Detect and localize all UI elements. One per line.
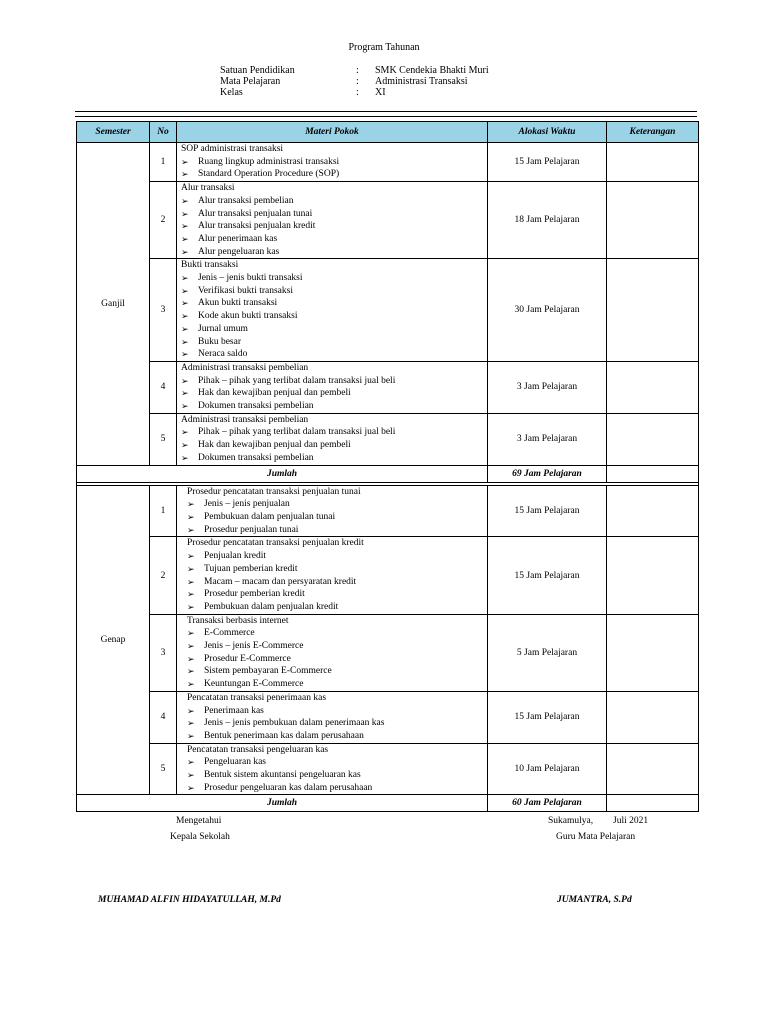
sig-right-place: Sukamulya, [548, 816, 594, 826]
sig-left-line2: Kepala Sekolah [170, 832, 230, 842]
header-materi: Materi Pokok [177, 122, 488, 143]
table-row [77, 485, 699, 537]
materi-bullet-item: ➢ Jenis – jenis pembukuan dalam penerimaan kas [187, 717, 487, 730]
sig-right-date: Juli 2021 [613, 816, 649, 826]
sig-right-name: JUMANTRA, S.Pd [557, 895, 632, 905]
header-alokasi: Alokasi Waktu [488, 122, 607, 143]
info-label: Satuan Pendidikan [220, 65, 295, 76]
info-colon: : [356, 65, 359, 76]
materi-bullet-item: ➢ Pihak – pihak yang terlibat dalam transaksi jual beli [181, 375, 487, 388]
materi-cell [177, 614, 488, 691]
materi-bullet-item: ➢ Ruang lingkup administrasi transaksi [181, 156, 487, 169]
materi-bullet-item: ➢ E-Commerce [187, 627, 487, 640]
alokasi-cell: 15 Jam Pelajaran [488, 143, 607, 182]
table-row [77, 361, 699, 413]
semester-cell: Genap [77, 485, 150, 795]
materi-heading: Transaksi berbasis internet [187, 615, 289, 626]
materi-bullet-item: ➢ Tujuan pemberian kredit [187, 563, 487, 576]
header-semester: Semester [77, 122, 150, 143]
materi-cell [177, 485, 488, 537]
materi-heading: Alur transaksi [181, 183, 235, 194]
info-label: Mata Pelajaran [220, 76, 281, 87]
table-row [77, 413, 699, 465]
materi-bullet-item: ➢ Macam – macam dan persyaratan kredit [187, 576, 487, 589]
info-label: Kelas [220, 87, 243, 98]
keterangan-cell [607, 413, 699, 465]
row-number: 5 [150, 413, 177, 465]
materi-bullet-item: ➢ Alur pengeluaran kas [181, 246, 487, 259]
info-block [220, 65, 489, 98]
materi-bullet-item: ➢ Jenis – jenis bukti transaksi [181, 272, 487, 285]
info-row-kelas [220, 87, 489, 98]
materi-cell [177, 743, 488, 795]
row-number: 2 [150, 182, 177, 259]
keterangan-cell [607, 259, 699, 362]
table-header-row [77, 122, 699, 143]
materi-cell [177, 537, 488, 614]
materi-bullet-item: ➢ Penerimaan kas [187, 705, 487, 718]
jumlah-keterangan [607, 465, 699, 482]
sig-left-line1: Mengetahui [176, 816, 222, 826]
keterangan-cell [607, 485, 699, 537]
info-colon: : [356, 87, 359, 98]
keterangan-cell [607, 691, 699, 743]
header-no: No [150, 122, 177, 143]
alokasi-cell: 15 Jam Pelajaran [488, 537, 607, 614]
materi-bullet-item: ➢ Prosedur pemberian kredit [187, 588, 487, 601]
table-row [77, 259, 699, 362]
keterangan-cell [607, 614, 699, 691]
info-value: SMK Cendekia Bhakti Muri [375, 65, 489, 76]
materi-bullet-item: ➢ Hak dan kewajiban penjual dan pembeli [181, 387, 487, 400]
alokasi-cell: 5 Jam Pelajaran [488, 614, 607, 691]
materi-bullet-item: ➢ Pihak – pihak yang terlibat dalam transaksi jual beli [181, 426, 487, 439]
keterangan-cell [607, 143, 699, 182]
materi-bullet-item: ➢ Alur transaksi pembelian [181, 195, 487, 208]
materi-cell [177, 259, 488, 362]
materi-bullet-item: ➢ Keuntungan E-Commerce [187, 678, 487, 691]
alokasi-cell: 3 Jam Pelajaran [488, 361, 607, 413]
materi-bullet-item: ➢ Jenis – jenis penjualan [187, 498, 487, 511]
materi-heading: Prosedur pencatatan transaksi penjualan kredit [187, 538, 364, 549]
jumlah-label: Jumlah [77, 465, 488, 482]
materi-bullet-item: ➢ Sistem pembayaran E-Commerce [187, 665, 487, 678]
materi-bullet-item: ➢ Hak dan kewajiban penjual dan pembeli [181, 439, 487, 452]
jumlah-value: 60 Jam Pelajaran [488, 795, 607, 812]
keterangan-cell [607, 537, 699, 614]
materi-cell [177, 361, 488, 413]
materi-heading: Prosedur pencatatan transaksi penjualan tunai [187, 486, 361, 497]
materi-heading: Bukti transaksi [181, 260, 239, 271]
materi-bullet-item: ➢ Alur transaksi penjualan tunai [181, 208, 487, 221]
materi-bullet-item: ➢ Jurnal umum [181, 323, 487, 336]
materi-bullet-item: ➢ Alur transaksi penjualan kredit [181, 220, 487, 233]
table-row [77, 182, 699, 259]
header-keterangan: Keterangan [607, 122, 699, 143]
program-table [76, 121, 699, 812]
row-number: 3 [150, 259, 177, 362]
alokasi-cell: 3 Jam Pelajaran [488, 413, 607, 465]
materi-cell [177, 182, 488, 259]
materi-heading: Pencatatan transaksi pengeluaran kas [187, 744, 329, 755]
materi-bullet-item: ➢ Pembukuan dalam penjualan tunai [187, 511, 487, 524]
materi-bullet-item: ➢ Neraca saldo [181, 348, 487, 361]
alokasi-cell: 10 Jam Pelajaran [488, 743, 607, 795]
jumlah-row [77, 465, 699, 482]
info-colon: : [356, 76, 359, 87]
table-row [77, 143, 699, 182]
alokasi-cell: 18 Jam Pelajaran [488, 182, 607, 259]
materi-bullet-item: ➢ Prosedur E-Commerce [187, 653, 487, 666]
materi-bullet-item: ➢ Prosedur pengeluaran kas dalam perusahaan [187, 782, 487, 795]
materi-heading: Pencatatan transaksi penerimaan kas [187, 692, 327, 703]
materi-bullet-item: ➢ Verifikasi bukti transaksi [181, 285, 487, 298]
materi-bullet-item: ➢ Penjualan kredit [187, 550, 487, 563]
materi-bullet-item: ➢ Pengeluaran kas [187, 756, 487, 769]
table-row [77, 537, 699, 614]
row-number: 4 [150, 361, 177, 413]
jumlah-label: Jumlah [77, 795, 488, 812]
materi-bullet-item: ➢ Standard Operation Procedure (SOP) [181, 168, 487, 181]
info-value: XI [375, 87, 386, 98]
jumlah-row [77, 795, 699, 812]
keterangan-cell [607, 743, 699, 795]
sig-right-line2: Guru Mata Pelajaran [556, 832, 636, 842]
materi-bullet-item: ➢ Pembukuan dalam penjualan kredit [187, 601, 487, 614]
materi-bullet-item: ➢ Alur penerimaan kas [181, 233, 487, 246]
row-number: 1 [150, 143, 177, 182]
materi-heading: Administrasi transaksi pembelian [181, 362, 309, 373]
double-divider [75, 111, 697, 117]
document-title: Program Tahunan [348, 42, 420, 53]
row-number: 3 [150, 614, 177, 691]
row-number: 4 [150, 691, 177, 743]
jumlah-keterangan [607, 795, 699, 812]
materi-bullet-item: ➢ Dokumen transaksi pembelian [181, 400, 487, 413]
alokasi-cell: 15 Jam Pelajaran [488, 691, 607, 743]
materi-bullet-item: ➢ Akun bukti transaksi [181, 297, 487, 310]
materi-bullet-item: ➢ Bentuk penerimaan kas dalam perusahaan [187, 730, 487, 743]
sig-left-name: MUHAMAD ALFIN HIDAYATULLAH, M.Pd [98, 895, 281, 905]
materi-heading: SOP administrasi transaksi [181, 144, 284, 154]
materi-bullet-item: ➢ Bentuk sistem akuntansi pengeluaran kas [187, 769, 487, 782]
info-row-mapel [220, 76, 489, 87]
materi-bullet-item: ➢ Jenis – jenis E-Commerce [187, 640, 487, 653]
alokasi-cell: 15 Jam Pelajaran [488, 485, 607, 537]
table-row [77, 691, 699, 743]
materi-bullet-item: ➢ Dokumen transaksi pembelian [181, 452, 487, 465]
materi-heading: Administrasi transaksi pembelian [181, 414, 309, 425]
table-row [77, 743, 699, 795]
alokasi-cell: 30 Jam Pelajaran [488, 259, 607, 362]
semester-cell: Ganjil [77, 143, 150, 466]
row-number: 1 [150, 485, 177, 537]
materi-cell [177, 691, 488, 743]
keterangan-cell [607, 361, 699, 413]
table-row [77, 614, 699, 691]
materi-bullet-item: ➢ Buku besar [181, 336, 487, 349]
row-number: 2 [150, 537, 177, 614]
keterangan-cell [607, 182, 699, 259]
materi-bullet-item: ➢ Kode akun bukti transaksi [181, 310, 487, 323]
info-row-satuan [220, 65, 489, 76]
materi-cell [177, 143, 488, 182]
jumlah-value: 69 Jam Pelajaran [488, 465, 607, 482]
materi-bullet-item: ➢ Prosedur penjualan tunai [187, 524, 487, 537]
row-number: 5 [150, 743, 177, 795]
materi-cell [177, 413, 488, 465]
info-value: Administrasi Transaksi [375, 76, 468, 87]
table-body [77, 143, 699, 812]
